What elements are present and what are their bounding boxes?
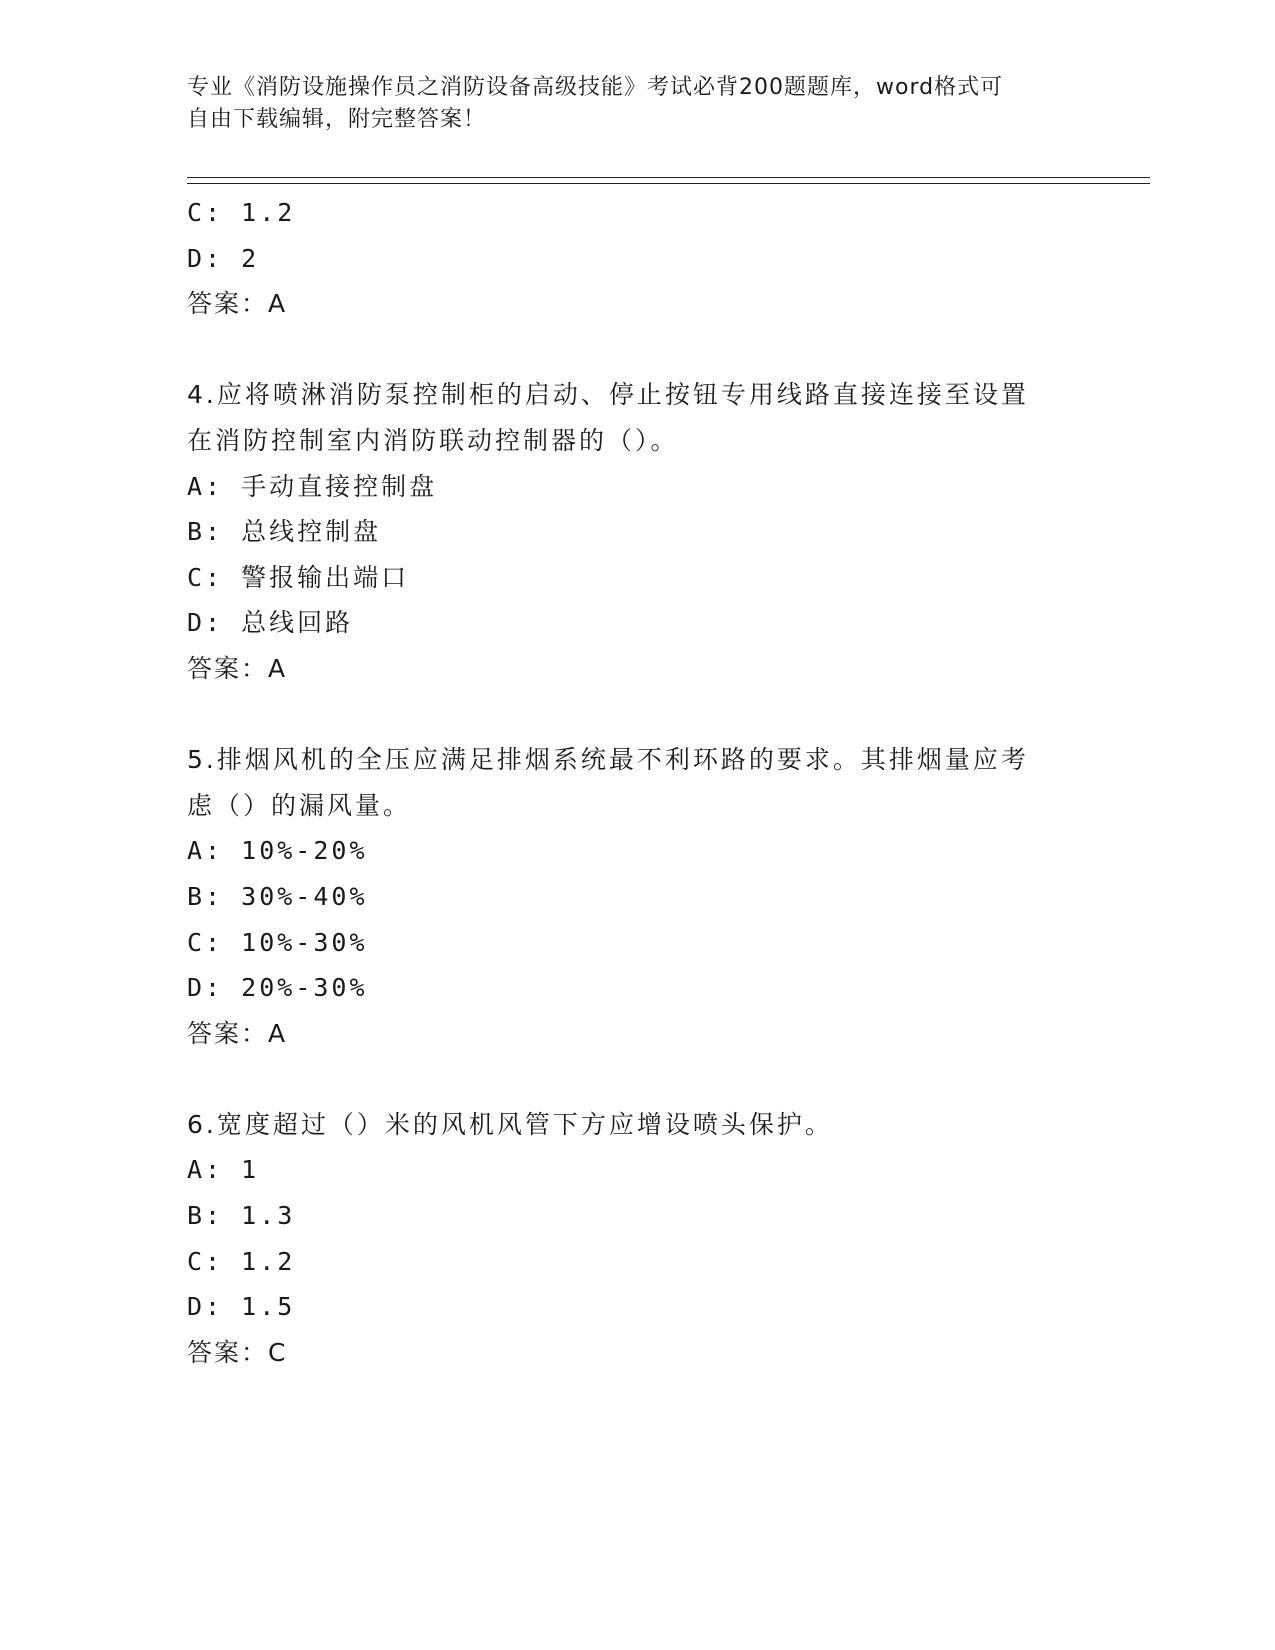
option-b: B: 总线控制盘 <box>187 517 382 547</box>
header-divider-bottom <box>187 183 1150 184</box>
spacer <box>187 327 1087 373</box>
option-a: A: 10%-20% <box>187 836 368 866</box>
option-c: C: 警报输出端口 <box>187 562 410 592</box>
spacer <box>187 1056 1087 1102</box>
option-b: B: 30%-40% <box>187 881 368 911</box>
question-5 <box>187 737 1087 1056</box>
option-d: D: 20%-30% <box>187 973 368 1003</box>
question-stem-line: 5.排烟风机的全压应满足排烟系统最不利环路的要求。其排烟量应考 <box>187 745 1029 775</box>
option-d: D: 2 <box>187 243 260 273</box>
header-line-1: 专业《消防设施操作员之消防设备高级技能》考试必背200题题库，word格式可 <box>187 75 1004 100</box>
option-c: C: 1.2 <box>187 1246 296 1276</box>
question-stem-line: 6.宽度超过（）米的风机风管下方应增设喷头保护。 <box>187 1109 833 1139</box>
option-d: D: 1.5 <box>187 1292 296 1322</box>
question-stem-line: 虑（）的漏风量。 <box>187 790 412 820</box>
option-d: D: 总线回路 <box>187 608 354 638</box>
question-list <box>187 190 1087 1375</box>
option-a: A: 1 <box>187 1155 260 1185</box>
question-6 <box>187 1102 1087 1376</box>
option-a: A: 手动直接控制盘 <box>187 471 438 501</box>
document-header <box>187 72 1067 136</box>
option-b: B: 1.3 <box>187 1201 296 1231</box>
question-stem-line: 4.应将喷淋消防泵控制柜的启动、停止按钮专用线路直接连接至设置 <box>187 380 1029 410</box>
spacer <box>187 692 1087 738</box>
question-3-tail <box>187 190 1087 327</box>
option-c: C: 10%-30% <box>187 927 368 957</box>
answer-line: 答案：A <box>187 289 288 319</box>
answer-line: 答案：A <box>187 1018 288 1048</box>
header-divider-top <box>187 177 1150 178</box>
header-line-2: 自由下载编辑，附完整答案！ <box>187 107 487 132</box>
option-c: C: 1.2 <box>187 198 296 227</box>
question-stem-line: 在消防控制室内消防联动控制器的（）。 <box>187 425 679 455</box>
answer-line: 答案：A <box>187 653 288 683</box>
answer-line: 答案：C <box>187 1337 288 1367</box>
question-4 <box>187 372 1087 691</box>
